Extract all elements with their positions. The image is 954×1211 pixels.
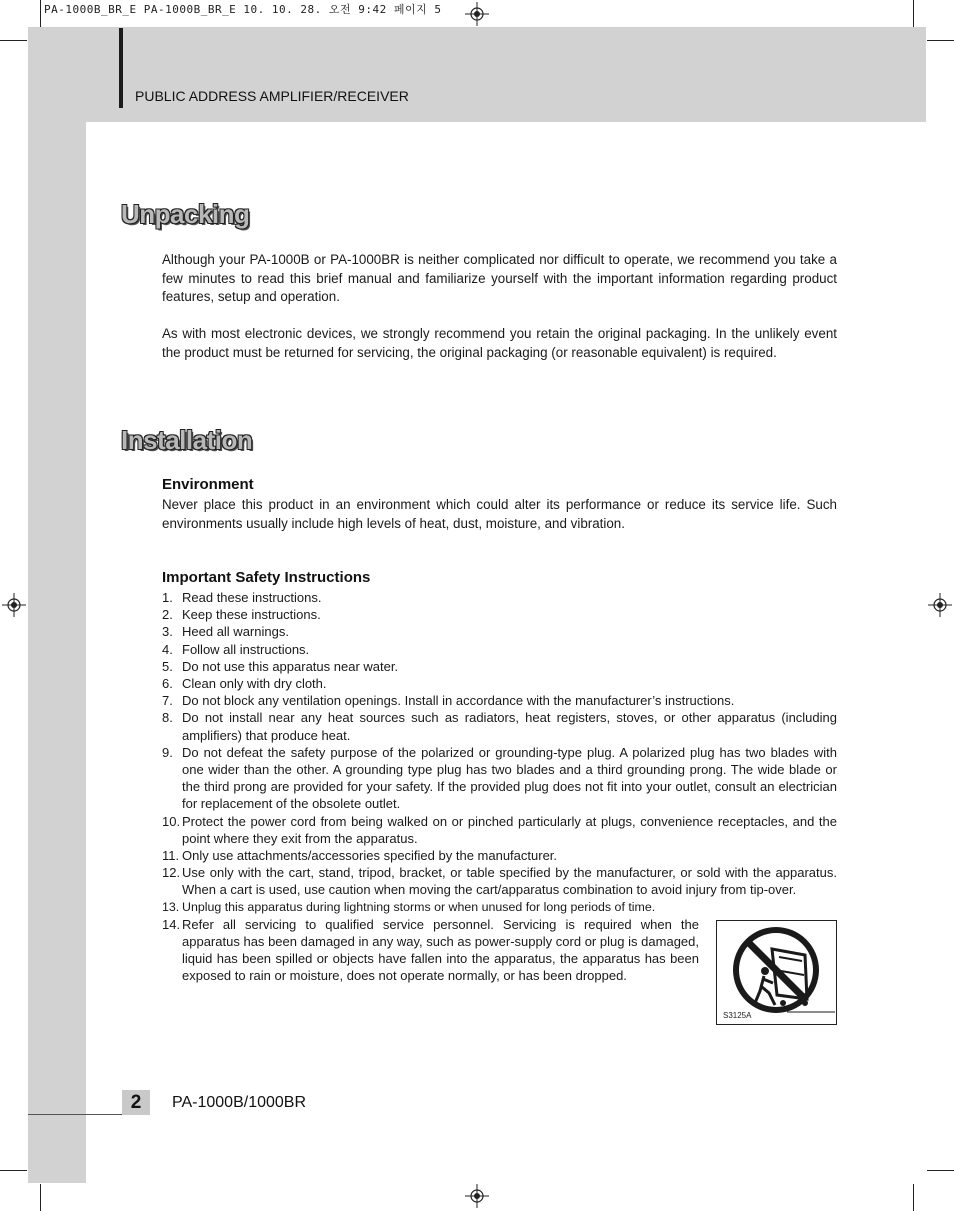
crop-mark xyxy=(913,1184,914,1211)
list-item: 14. Refer all servicing to qualified service personnel. Servicing is required when the apparatus has been damaged in any way, such as power-supply cord or plug is damaged, liquid has been spilled or objects have fallen into the apparatus, the apparatus has been exposed to rain or moisture, does not operate normally, or has been dropped. xyxy=(162,916,699,984)
list-item: 2. Keep these instructions. xyxy=(162,607,321,623)
crop-mark xyxy=(0,40,27,41)
crop-mark xyxy=(913,0,914,27)
unpacking-paragraph: As with most electronic devices, we strongly recommend you retain the original packaging. In the unlikely event the product must be returned for servicing, the original packaging (or reasonable equivalent) is required. xyxy=(162,326,837,360)
registration-mark-icon xyxy=(2,593,26,617)
environment-text: Never place this product in an environment which could alter its performance or reduce its service life. Such environments usually include high levels of heat, dust, moisture, and vibration. xyxy=(162,497,837,531)
list-item: 4. Follow all instructions. xyxy=(162,641,310,657)
list-item: 10. Protect the power cord from being walked on or pinched particularly at plugs, convenience receptacles, and the point where they exit from the apparatus. xyxy=(162,813,837,846)
left-margin-band xyxy=(28,27,86,1183)
unpacking-paragraph: Although your PA-1000B or PA-1000BR is neither complicated nor difficult to operate, we recommend you take a few minutes to read this brief manual and familiarize yourself with the important information regarding product features, setup and operation. xyxy=(162,252,837,304)
figure-code: S3125A xyxy=(723,1011,752,1020)
installation-heading: Installation xyxy=(121,425,253,455)
list-item: 5. Do not use this apparatus near water. xyxy=(162,658,399,674)
environment-heading: Environment xyxy=(162,476,254,493)
safety-heading: Important Safety Instructions xyxy=(162,569,371,586)
list-item: 8. Do not install near any heat sources such as radiators, heat registers, stoves, or other apparatus (including amplifiers) that produce heat. xyxy=(162,710,837,743)
print-slug: PA-1000B_BR_E PA-1000B_BR_E 10. 10. 28. 오전 9:42 페이지 5 xyxy=(44,3,442,16)
crop-mark xyxy=(40,1184,41,1211)
crop-mark xyxy=(927,1170,954,1171)
footer-model: PA-1000B/1000BR xyxy=(172,1094,307,1111)
unpacking-heading: Unpacking xyxy=(121,199,250,229)
list-item: 12. Use only with the cart, stand, tripod, bracket, or table specified by the manufacturer, or sold with the apparatus. When a cart is used, use caution when moving the cart/apparatus combination to avoid injury from tip-over. xyxy=(162,865,837,898)
list-item: 7. Do not block any ventilation openings. Install in accordance with the manufacturer’s instructions. xyxy=(162,693,735,709)
registration-mark-icon xyxy=(465,2,489,26)
list-item: 11. Only use attachments/accessories specified by the manufacturer. xyxy=(162,848,558,864)
registration-mark-icon xyxy=(465,1184,489,1208)
crop-mark xyxy=(927,40,954,41)
list-item: 6. Clean only with dry cloth. xyxy=(162,676,327,692)
cart-warning-figure xyxy=(716,920,837,1025)
list-item: 3. Heed all warnings. xyxy=(162,624,289,640)
header-accent-bar xyxy=(119,28,123,108)
list-item: 13. Unplug this apparatus during lightning storms or when unused for long periods of time. xyxy=(162,899,656,914)
header-band xyxy=(28,27,926,122)
page-number: 2 xyxy=(122,1090,150,1115)
crop-mark xyxy=(40,0,41,27)
running-header: PUBLIC ADDRESS AMPLIFIER/RECEIVER xyxy=(135,88,409,104)
registration-mark-icon xyxy=(928,593,952,617)
cart-tip-over-warning-icon xyxy=(717,921,836,1024)
list-item: 1. Read these instructions. xyxy=(162,590,322,605)
crop-mark xyxy=(0,1170,27,1171)
list-item: 9. Do not defeat the safety purpose of the polarized or grounding-type plug. A polarized plug has two blades with one wider than the other. A grounding type plug has two blades and a third grounding prong. The wide blade or the third prong are provided for your safety. If the provided plug does not fit into your outlet, consult an electrician for replacement of the obsolete outlet. xyxy=(162,744,837,812)
